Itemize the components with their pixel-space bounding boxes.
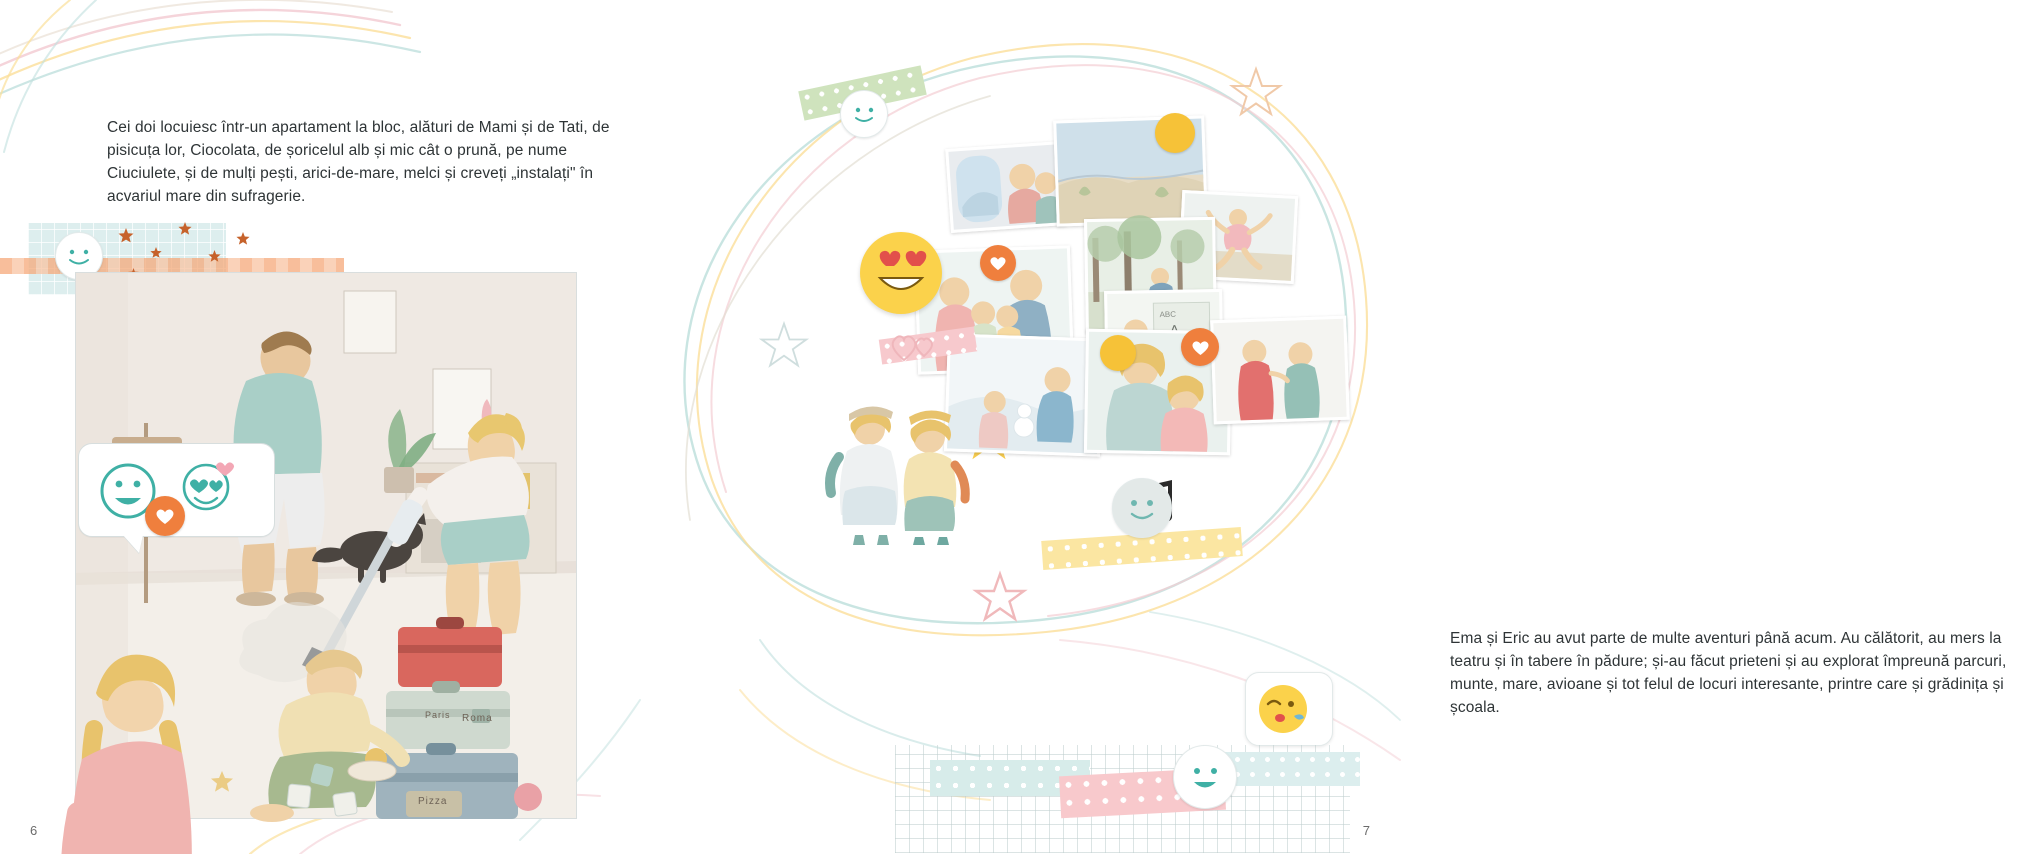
smiley-face-icon — [841, 91, 887, 137]
star-sticker — [118, 228, 134, 244]
heart-icon — [1191, 339, 1210, 356]
smiley-face-icon — [1174, 746, 1236, 808]
suitcase-label-paris: Paris — [425, 710, 451, 720]
right-paragraph-text: Ema și Eric au avut parte de multe aventuri până acum. Au călătorit, au mers la teatru și în tabere în pădure; și-au făcut prieteni și au explorat împreună parcuri, munte, mare, avioane și tot felul de locuri interesante, printre care și grădinița și școala. — [1450, 630, 2007, 716]
circle-badge-yellow — [1155, 113, 1195, 153]
page-number-left: 6 — [30, 823, 38, 838]
photo-kids-backpacks — [825, 395, 975, 545]
star-sticker — [150, 247, 162, 259]
right-page-paragraph — [1450, 627, 2030, 719]
star-sticker — [208, 250, 221, 263]
left-page — [0, 0, 700, 854]
hearts-sticker — [890, 330, 936, 362]
emoji-heart-eyes-icon — [860, 232, 942, 314]
right-page — [700, 0, 2007, 854]
star-sticker — [178, 222, 192, 236]
smiley-face-sticker-bottom — [1173, 745, 1237, 809]
living-room-family-illustration — [75, 272, 577, 819]
heart-icon — [989, 255, 1007, 271]
smiley-face-sticker-top — [840, 90, 888, 138]
star-pink-sticker — [972, 570, 1028, 626]
left-page-paragraph — [107, 116, 627, 208]
heart-badge-orange — [1181, 328, 1219, 366]
photo-children-walking-art — [1213, 319, 1346, 421]
smiley-face-hearts-icon — [175, 454, 237, 516]
photo-airplane-window — [945, 141, 1067, 233]
heart-icon — [155, 507, 175, 525]
emoji-kiss-bubble — [1245, 672, 1333, 746]
suitcase-label-roma: Roma — [462, 713, 493, 724]
speech-bubble — [78, 443, 275, 537]
emoji-heart-eyes — [860, 232, 942, 314]
heart-badge-orange — [980, 245, 1016, 281]
star-sticker — [236, 232, 250, 246]
heart-badge-orange — [145, 496, 185, 536]
svg-text:ABC: ABC — [1159, 309, 1177, 320]
left-paragraph-text: Cei doi locuiesc într-un apartament la bloc, alături de Mami și de Tati, de pisicuța lor, Ciocolata, de șoricelul alb și mic cât o prună, pe nume Ciuciulete, și de mulți pești, arici-de-mare, melci și creveți „instalați" în acvariul mare din sufragerie. — [107, 119, 610, 205]
star-outline-sticker — [758, 320, 810, 372]
page-number-right: 7 — [1362, 823, 1370, 838]
emoji-kiss-face-icon — [1254, 680, 1312, 738]
star-outline-sticker — [1228, 65, 1284, 121]
illustration-artwork — [76, 273, 576, 818]
smiley-face-icon — [1113, 479, 1171, 537]
circle-badge-yellow — [1100, 335, 1136, 371]
photo-children-walking — [1210, 316, 1350, 425]
suitcase-label-pizza: Pizza — [418, 796, 448, 807]
photo-airplane-window-art — [948, 144, 1063, 229]
smiley-face-sticker-grey — [1112, 478, 1172, 538]
